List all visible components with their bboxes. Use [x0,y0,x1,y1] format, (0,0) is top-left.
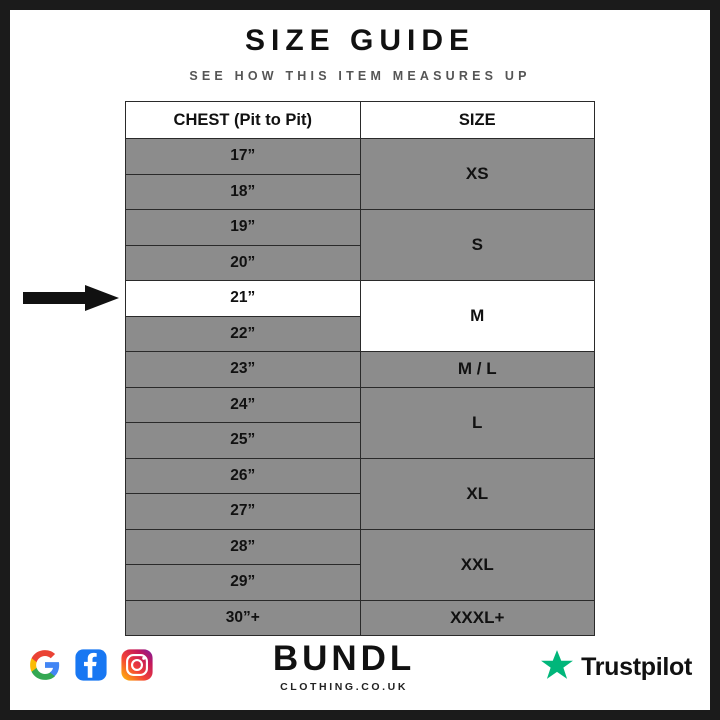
size-table [125,101,595,636]
chest-measurement-cell: 27” [126,494,361,530]
page-title: SIZE GUIDE [244,24,476,57]
chest-measurement-cell: 30”+ [126,600,361,636]
size-table-wrapper [125,101,595,636]
chest-measurement-cell: 19” [126,210,361,246]
table-row [126,210,595,246]
google-icon[interactable] [28,648,62,687]
table-row [126,281,595,317]
size-label-cell: XXXL+ [360,600,595,636]
chest-measurement-cell: 21” [126,281,361,317]
table-row [126,352,595,388]
size-label-cell: M / L [360,352,595,388]
instagram-icon[interactable] [120,648,154,687]
chest-measurement-cell: 24” [126,387,361,423]
size-label-cell: XXL [360,529,595,600]
table-row [126,387,595,423]
trustpilot-name: Trustpilot [581,652,692,681]
size-label-cell: XL [360,458,595,529]
table-header-row [126,102,595,139]
chest-measurement-cell: 28” [126,529,361,565]
column-header-chest: CHEST (Pit to Pit) [126,102,361,139]
table-row [126,458,595,494]
page-subtitle: SEE HOW THIS ITEM MEASURES UP [189,69,531,83]
brand-logo [273,641,415,693]
chest-measurement-cell: 29” [126,565,361,601]
chest-measurement-cell: 17” [126,139,361,175]
trustpilot-star-icon [540,648,574,687]
chest-measurement-cell: 23” [126,352,361,388]
size-label-cell: M [360,281,595,352]
trustpilot-logo[interactable] [540,648,692,687]
facebook-icon[interactable] [74,648,108,687]
size-label-cell: L [360,387,595,458]
size-guide-card [10,10,710,710]
chest-measurement-cell: 26” [126,458,361,494]
chest-measurement-cell: 20” [126,245,361,281]
size-label-cell: S [360,210,595,281]
footer [10,636,710,698]
right-arrow-icon [23,285,119,311]
table-row [126,139,595,175]
brand-website: CLOTHING.CO.UK [280,681,409,693]
chest-measurement-cell: 25” [126,423,361,459]
size-table-body [126,139,595,636]
brand-name: BUNDL [272,639,416,678]
size-table-head [126,102,595,139]
table-row [126,529,595,565]
chest-measurement-cell: 18” [126,174,361,210]
table-row [126,600,595,636]
column-header-size: SIZE [360,102,595,139]
social-links [28,648,154,687]
size-label-cell: XS [360,139,595,210]
chest-measurement-cell: 22” [126,316,361,352]
